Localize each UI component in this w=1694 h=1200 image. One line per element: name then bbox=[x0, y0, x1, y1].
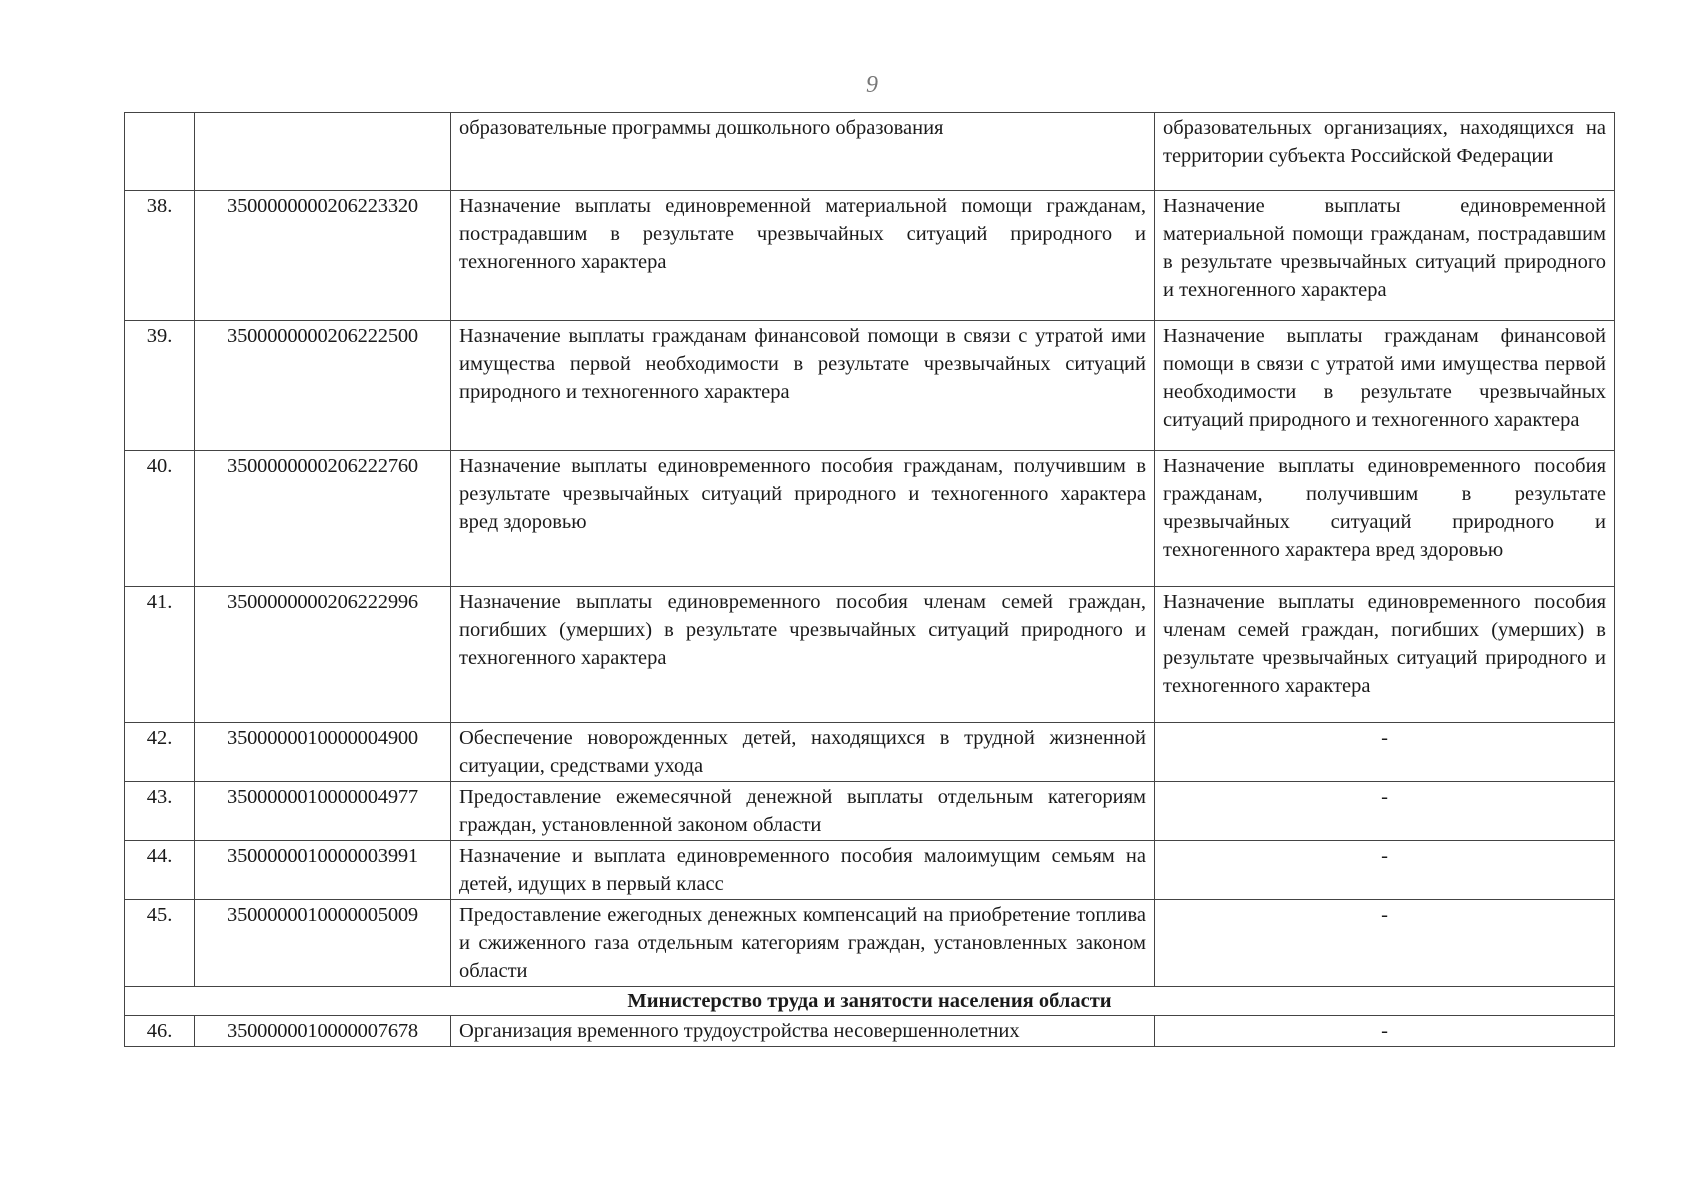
service-code: 3500000000206222760 bbox=[195, 451, 451, 587]
service-name: образовательные программы дошкольного образования bbox=[451, 113, 1155, 191]
row-number: 39. bbox=[125, 321, 195, 451]
service-description: - bbox=[1155, 782, 1615, 841]
row-number bbox=[125, 113, 195, 191]
service-name: Обеспечение новорожденных детей, находящихся в трудной жизненной ситуации, средствами ухода bbox=[451, 723, 1155, 782]
row-number: 44. bbox=[125, 841, 195, 900]
service-name: Назначение выплаты гражданам финансовой помощи в связи с утратой ими имущества первой необходимости в результате чрезвычайных ситуаций природного и техногенного характера bbox=[451, 321, 1155, 451]
row-number: 46. bbox=[125, 1016, 195, 1047]
service-description: Назначение выплаты гражданам финансовой помощи в связи с утратой ими имущества первой необходимости в результате чрезвычайных ситуаций природного и техногенного характера bbox=[1155, 321, 1615, 451]
table-row bbox=[125, 841, 1615, 900]
table-row bbox=[125, 723, 1615, 782]
service-description: - bbox=[1155, 841, 1615, 900]
service-description: Назначение выплаты единовременного пособия членам семей граждан, погибших (умерших) в результате чрезвычайных ситуаций природного и техногенного характера bbox=[1155, 587, 1615, 723]
service-code bbox=[195, 113, 451, 191]
service-description: Назначение выплаты единовременного пособия гражданам, получившим в результате чрезвычайных ситуаций природного и техногенного характера вред здоровью bbox=[1155, 451, 1615, 587]
table-row bbox=[125, 191, 1615, 321]
service-name: Организация временного трудоустройства несовершеннолетних bbox=[451, 1016, 1155, 1047]
service-name: Назначение и выплата единовременного пособия малоимущим семьям на детей, идущих в первый класс bbox=[451, 841, 1155, 900]
page-number: 9 bbox=[866, 72, 878, 98]
service-code: 3500000010000004977 bbox=[195, 782, 451, 841]
table-row bbox=[125, 1016, 1615, 1047]
service-code: 3500000010000007678 bbox=[195, 1016, 451, 1047]
service-code: 3500000000206223320 bbox=[195, 191, 451, 321]
row-number: 43. bbox=[125, 782, 195, 841]
service-code: 3500000010000003991 bbox=[195, 841, 451, 900]
row-number: 42. bbox=[125, 723, 195, 782]
service-description: Назначение выплаты единовременной материальной помощи гражданам, пострадавшим в результате чрезвычайных ситуаций природного и техногенного характера bbox=[1155, 191, 1615, 321]
service-description: - bbox=[1155, 900, 1615, 987]
table-row bbox=[125, 451, 1615, 587]
service-name: Назначение выплаты единовременного пособия членам семей граждан, погибших (умерших) в результате чрезвычайных ситуаций природного и техногенного характера bbox=[451, 587, 1155, 723]
service-name: Назначение выплаты единовременного пособия гражданам, получившим в результате чрезвычайных ситуаций природного и техногенного характера вред здоровью bbox=[451, 451, 1155, 587]
row-number: 41. bbox=[125, 587, 195, 723]
services-registry-table bbox=[124, 112, 1615, 1047]
service-description: - bbox=[1155, 1016, 1615, 1047]
table-row bbox=[125, 321, 1615, 451]
service-description: - bbox=[1155, 723, 1615, 782]
service-code: 3500000000206222500 bbox=[195, 321, 451, 451]
service-code: 3500000000206222996 bbox=[195, 587, 451, 723]
service-name: Предоставление ежемесячной денежной выплаты отдельным категориям граждан, установленной законом области bbox=[451, 782, 1155, 841]
row-number: 38. bbox=[125, 191, 195, 321]
section-title: Министерство труда и занятости населения области bbox=[125, 987, 1615, 1016]
table-row bbox=[125, 587, 1615, 723]
service-code: 3500000010000005009 bbox=[195, 900, 451, 987]
service-code: 3500000010000004900 bbox=[195, 723, 451, 782]
service-name: Предоставление ежегодных денежных компенсаций на приобретение топлива и сжиженного газа отдельным категориям граждан, установленных законом области bbox=[451, 900, 1155, 987]
service-name: Назначение выплаты единовременной материальной помощи гражданам, пострадавшим в результате чрезвычайных ситуаций природного и техногенного характера bbox=[451, 191, 1155, 321]
table-row bbox=[125, 900, 1615, 987]
row-number: 45. bbox=[125, 900, 195, 987]
table-row bbox=[125, 113, 1615, 191]
row-number: 40. bbox=[125, 451, 195, 587]
section-header-row bbox=[125, 987, 1615, 1016]
service-description: образовательных организациях, находящихся на территории субъекта Российской Федерации bbox=[1155, 113, 1615, 191]
table-row bbox=[125, 782, 1615, 841]
